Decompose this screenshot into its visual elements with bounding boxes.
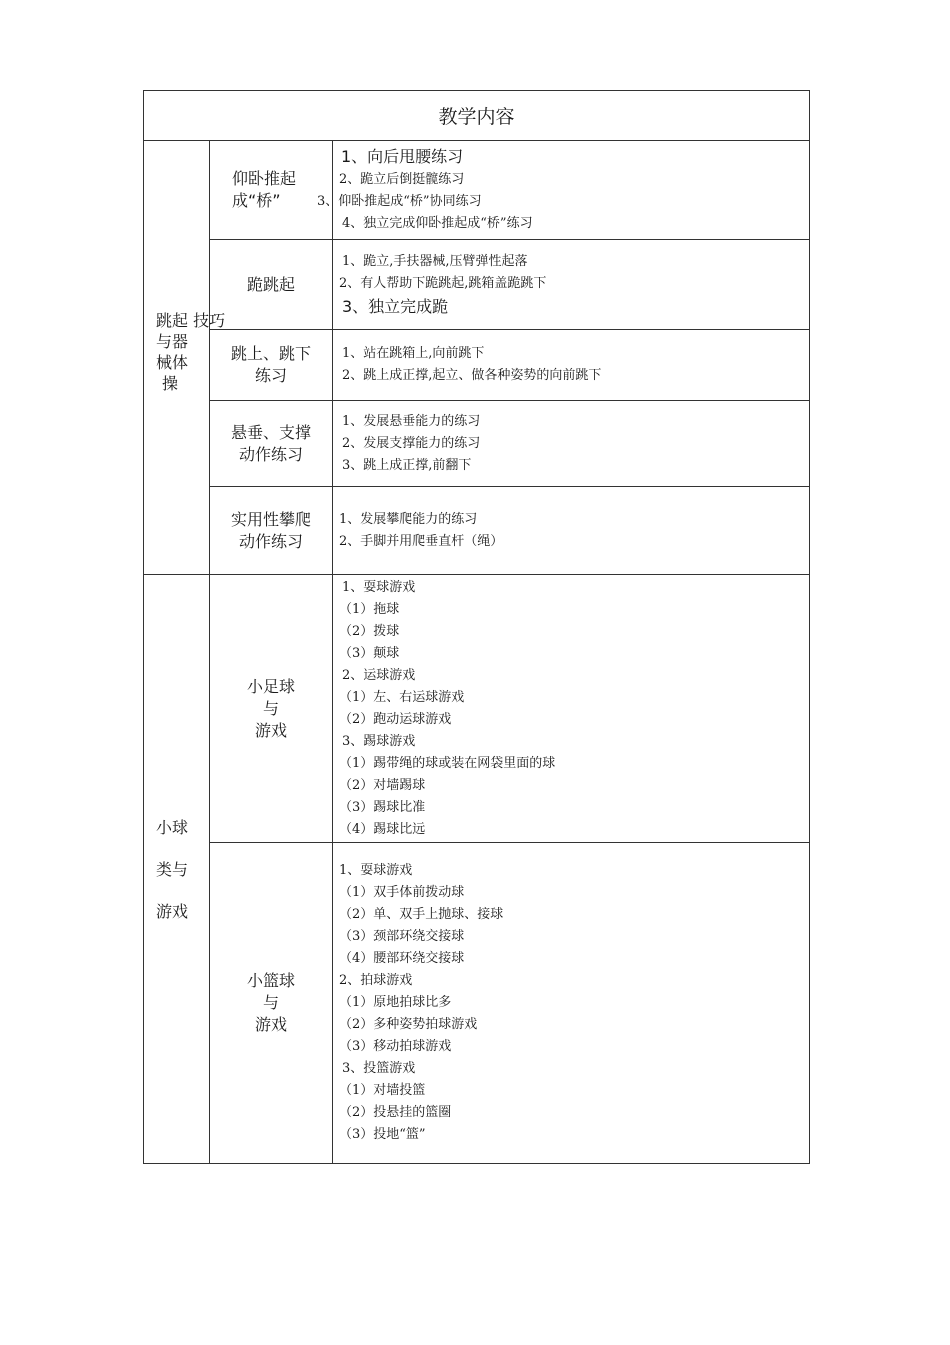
content-hang-support	[333, 401, 810, 487]
topic-line: 小篮球	[246, 971, 295, 990]
content-item: （3）踢球比准	[339, 799, 426, 815]
content-climbing	[333, 487, 810, 575]
topic-kneel-jump	[210, 240, 333, 330]
topic-line: 与	[262, 698, 279, 718]
topic-climbing	[210, 487, 333, 575]
content-item: （3）投地“篮”	[339, 1127, 426, 1142]
content-item: （4）踢球比远	[339, 821, 426, 837]
content-bridge	[317, 141, 810, 240]
topic-line: 成“桥”	[232, 191, 281, 210]
category-small-ball	[144, 575, 210, 1164]
topic-jump-up-down	[210, 330, 333, 401]
content-item: 2、手脚并用爬垂直杆（绳）	[339, 533, 504, 549]
content-item: （1）对墙投篮	[339, 1083, 426, 1098]
topic-mini-basketball	[210, 843, 333, 1164]
content-item: （3）移动拍球游戏	[339, 1039, 452, 1054]
content-item: 2、跪立后倒挺髋练习	[339, 172, 465, 187]
topic-line: 悬垂、支撑	[230, 422, 311, 442]
content-item: （1）左、右运球游戏	[339, 689, 465, 705]
content-item: 2、有人帮助下跪跳起,跳箱盖跪跳下	[339, 275, 547, 291]
content-item: 1、耍球游戏	[339, 863, 413, 878]
category-line: 械体	[156, 352, 189, 372]
content-item: 3、独立完成跪	[342, 296, 449, 316]
content-item: （2）拨球	[339, 623, 400, 639]
topic-line: 练习	[254, 366, 287, 385]
content-item: （1）拖球	[339, 601, 400, 617]
teaching-content-table	[143, 90, 810, 1164]
content-item: 2、跳上成正撑,起立、做各种姿势的向前跳下	[342, 368, 602, 383]
content-item: 3、踢球游戏	[342, 733, 416, 749]
topic-line: 动作练习	[238, 444, 303, 464]
category-gymnastics	[144, 141, 226, 575]
content-item: 2、运球游戏	[342, 667, 416, 683]
topic-line: 实用性攀爬	[230, 509, 311, 529]
table-title: 教学内容	[144, 91, 810, 141]
topic-line: 与	[262, 993, 279, 1012]
content-item: 1、站在跳箱上,向前跳下	[342, 346, 485, 361]
content-item: 3、投篮游戏	[342, 1061, 416, 1076]
content-item: 2、拍球游戏	[339, 973, 413, 988]
content-item: （4）腰部环绕交接球	[339, 951, 465, 966]
content-item: 4、独立完成仰卧推起成“桥”练习	[342, 216, 533, 231]
category-line: 操	[162, 373, 179, 393]
topic-line: 游戏	[254, 1015, 287, 1034]
topic-line: 跳上、跳下	[230, 344, 311, 363]
topic-line: 游戏	[254, 720, 287, 740]
content-kneel-jump	[333, 240, 810, 330]
category-line: 游戏	[156, 901, 189, 921]
category-line: 类与	[156, 859, 189, 879]
content-item: 1、发展悬垂能力的练习	[342, 413, 481, 429]
content-mini-football	[333, 575, 810, 843]
category-line: 与器	[156, 331, 189, 351]
content-item: 1、向后甩腰练习	[341, 147, 464, 166]
content-item: （1）踢带绳的球或装在网袋里面的球	[339, 755, 556, 771]
topic-mini-football	[210, 575, 333, 843]
content-item: （1）原地拍球比多	[339, 995, 452, 1010]
topic-line: 小足球	[246, 676, 295, 696]
content-item: 3、仰卧推起成“桥”协同练习	[317, 194, 482, 209]
topic-line: 跪跳起	[246, 274, 295, 294]
content-jump-up-down	[333, 330, 810, 401]
category-line: 小球	[156, 817, 189, 837]
content-item: 1、发展攀爬能力的练习	[339, 511, 478, 527]
content-item: （2）投悬挂的篮圈	[339, 1105, 452, 1120]
topic-line: 仰卧推起	[232, 169, 297, 188]
content-item: （2）单、双手上抛球、接球	[339, 907, 504, 922]
content-item: （2）对墙踢球	[339, 777, 426, 793]
topic-line: 动作练习	[238, 531, 303, 551]
content-item: 3、跳上成正撑,前翻下	[342, 457, 472, 473]
category-line: 跳起 技巧	[156, 310, 226, 330]
content-mini-basketball	[333, 843, 810, 1164]
content-item: 2、发展支撑能力的练习	[342, 435, 481, 451]
content-item: （3）颈部环绕交接球	[339, 929, 465, 944]
content-item: 1、耍球游戏	[342, 579, 416, 595]
content-item: （2）跑动运球游戏	[339, 711, 452, 727]
content-item: 1、跪立,手扶器械,压臂弹性起落	[342, 253, 528, 269]
topic-hang-support	[210, 401, 333, 487]
content-item: （3）颠球	[339, 645, 400, 661]
content-item: （2）多种姿势拍球游戏	[339, 1017, 478, 1032]
content-item: （1）双手体前拨动球	[339, 885, 465, 900]
topic-bridge	[210, 141, 333, 240]
